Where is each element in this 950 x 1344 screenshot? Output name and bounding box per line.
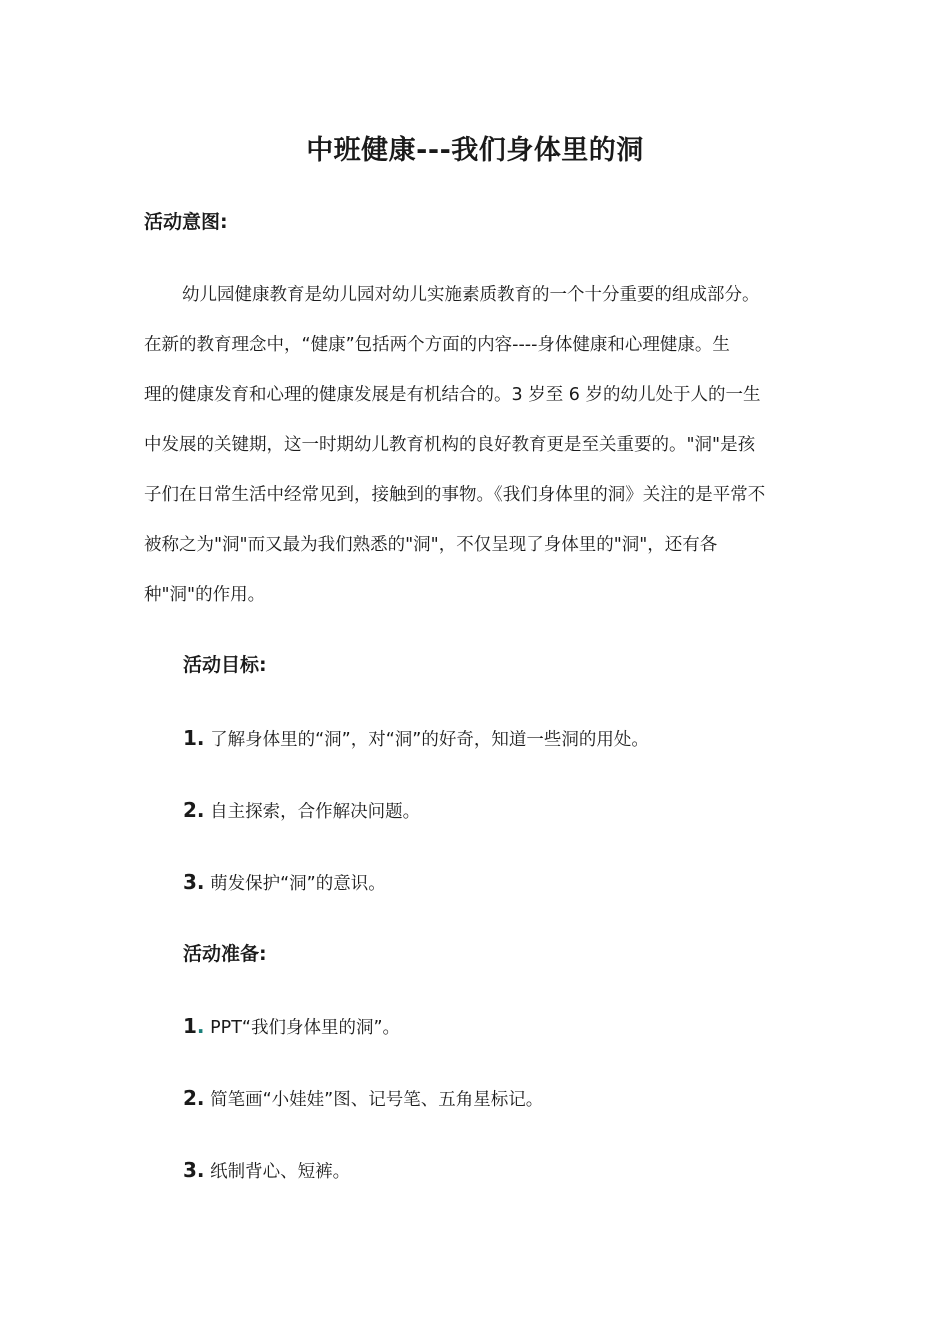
section-heading-goals: 活动目标: xyxy=(183,654,267,676)
preparation-number: 3. xyxy=(183,1158,205,1182)
goal-number: 1. xyxy=(183,726,205,750)
preparation-item xyxy=(183,1155,350,1187)
page-title: 中班健康---我们身体里的洞 xyxy=(306,135,644,166)
preparation-number: 1 xyxy=(183,1014,197,1038)
goal-item xyxy=(183,795,420,827)
section-heading-preparation: 活动准备: xyxy=(183,943,267,965)
preparation-text: PPT“我们身体里的洞”。 xyxy=(204,1018,401,1038)
preparation-text: 纸制背心、短裤。 xyxy=(204,1162,351,1182)
goal-text: 了解身体里的“洞”，对“洞”的好奇，知道一些洞的用处。 xyxy=(204,730,649,750)
goal-item xyxy=(183,723,649,755)
paragraph-line: 幼儿园健康教育是幼儿园对幼儿实施素质教育的一个十分重要的组成部分。 xyxy=(182,285,760,305)
goal-text: 萌发保护“洞”的意识。 xyxy=(204,874,386,894)
section-heading-intent: 活动意图: xyxy=(144,211,228,233)
preparation-item xyxy=(183,1083,543,1115)
preparation-number-dot: . xyxy=(196,1014,205,1038)
goal-text: 自主探索，合作解决问题。 xyxy=(204,802,421,822)
preparation-text: 简笔画“小娃娃”图、记号笔、五角星标记。 xyxy=(204,1090,544,1110)
preparation-number: 2. xyxy=(183,1086,205,1110)
paragraph-line: 种"洞"的作用。 xyxy=(144,585,266,605)
intent-paragraph xyxy=(144,280,808,630)
paragraph-line: 理的健康发育和心理的健康发展是有机结合的。3 岁至 6 岁的幼儿处于人的一生 xyxy=(144,385,761,405)
paragraph-line: 中发展的关键期，这一时期幼儿教育机构的良好教育更是至关重要的。"洞"是孩 xyxy=(144,435,756,455)
goal-number: 2. xyxy=(183,798,205,822)
preparation-item xyxy=(183,1011,400,1043)
paragraph-line: 在新的教育理念中，“健康”包括两个方面的内容----身体健康和心理健康。生 xyxy=(144,335,730,355)
goal-number: 3. xyxy=(183,870,205,894)
paragraph-line: 子们在日常生活中经常见到，接触到的事物。《我们身体里的洞》关注的是平常不 xyxy=(144,485,766,505)
paragraph-line: 被称之为"洞"而又最为我们熟悉的"洞"，不仅呈现了身体里的"洞"，还有各 xyxy=(144,535,718,555)
goal-item xyxy=(183,867,386,899)
